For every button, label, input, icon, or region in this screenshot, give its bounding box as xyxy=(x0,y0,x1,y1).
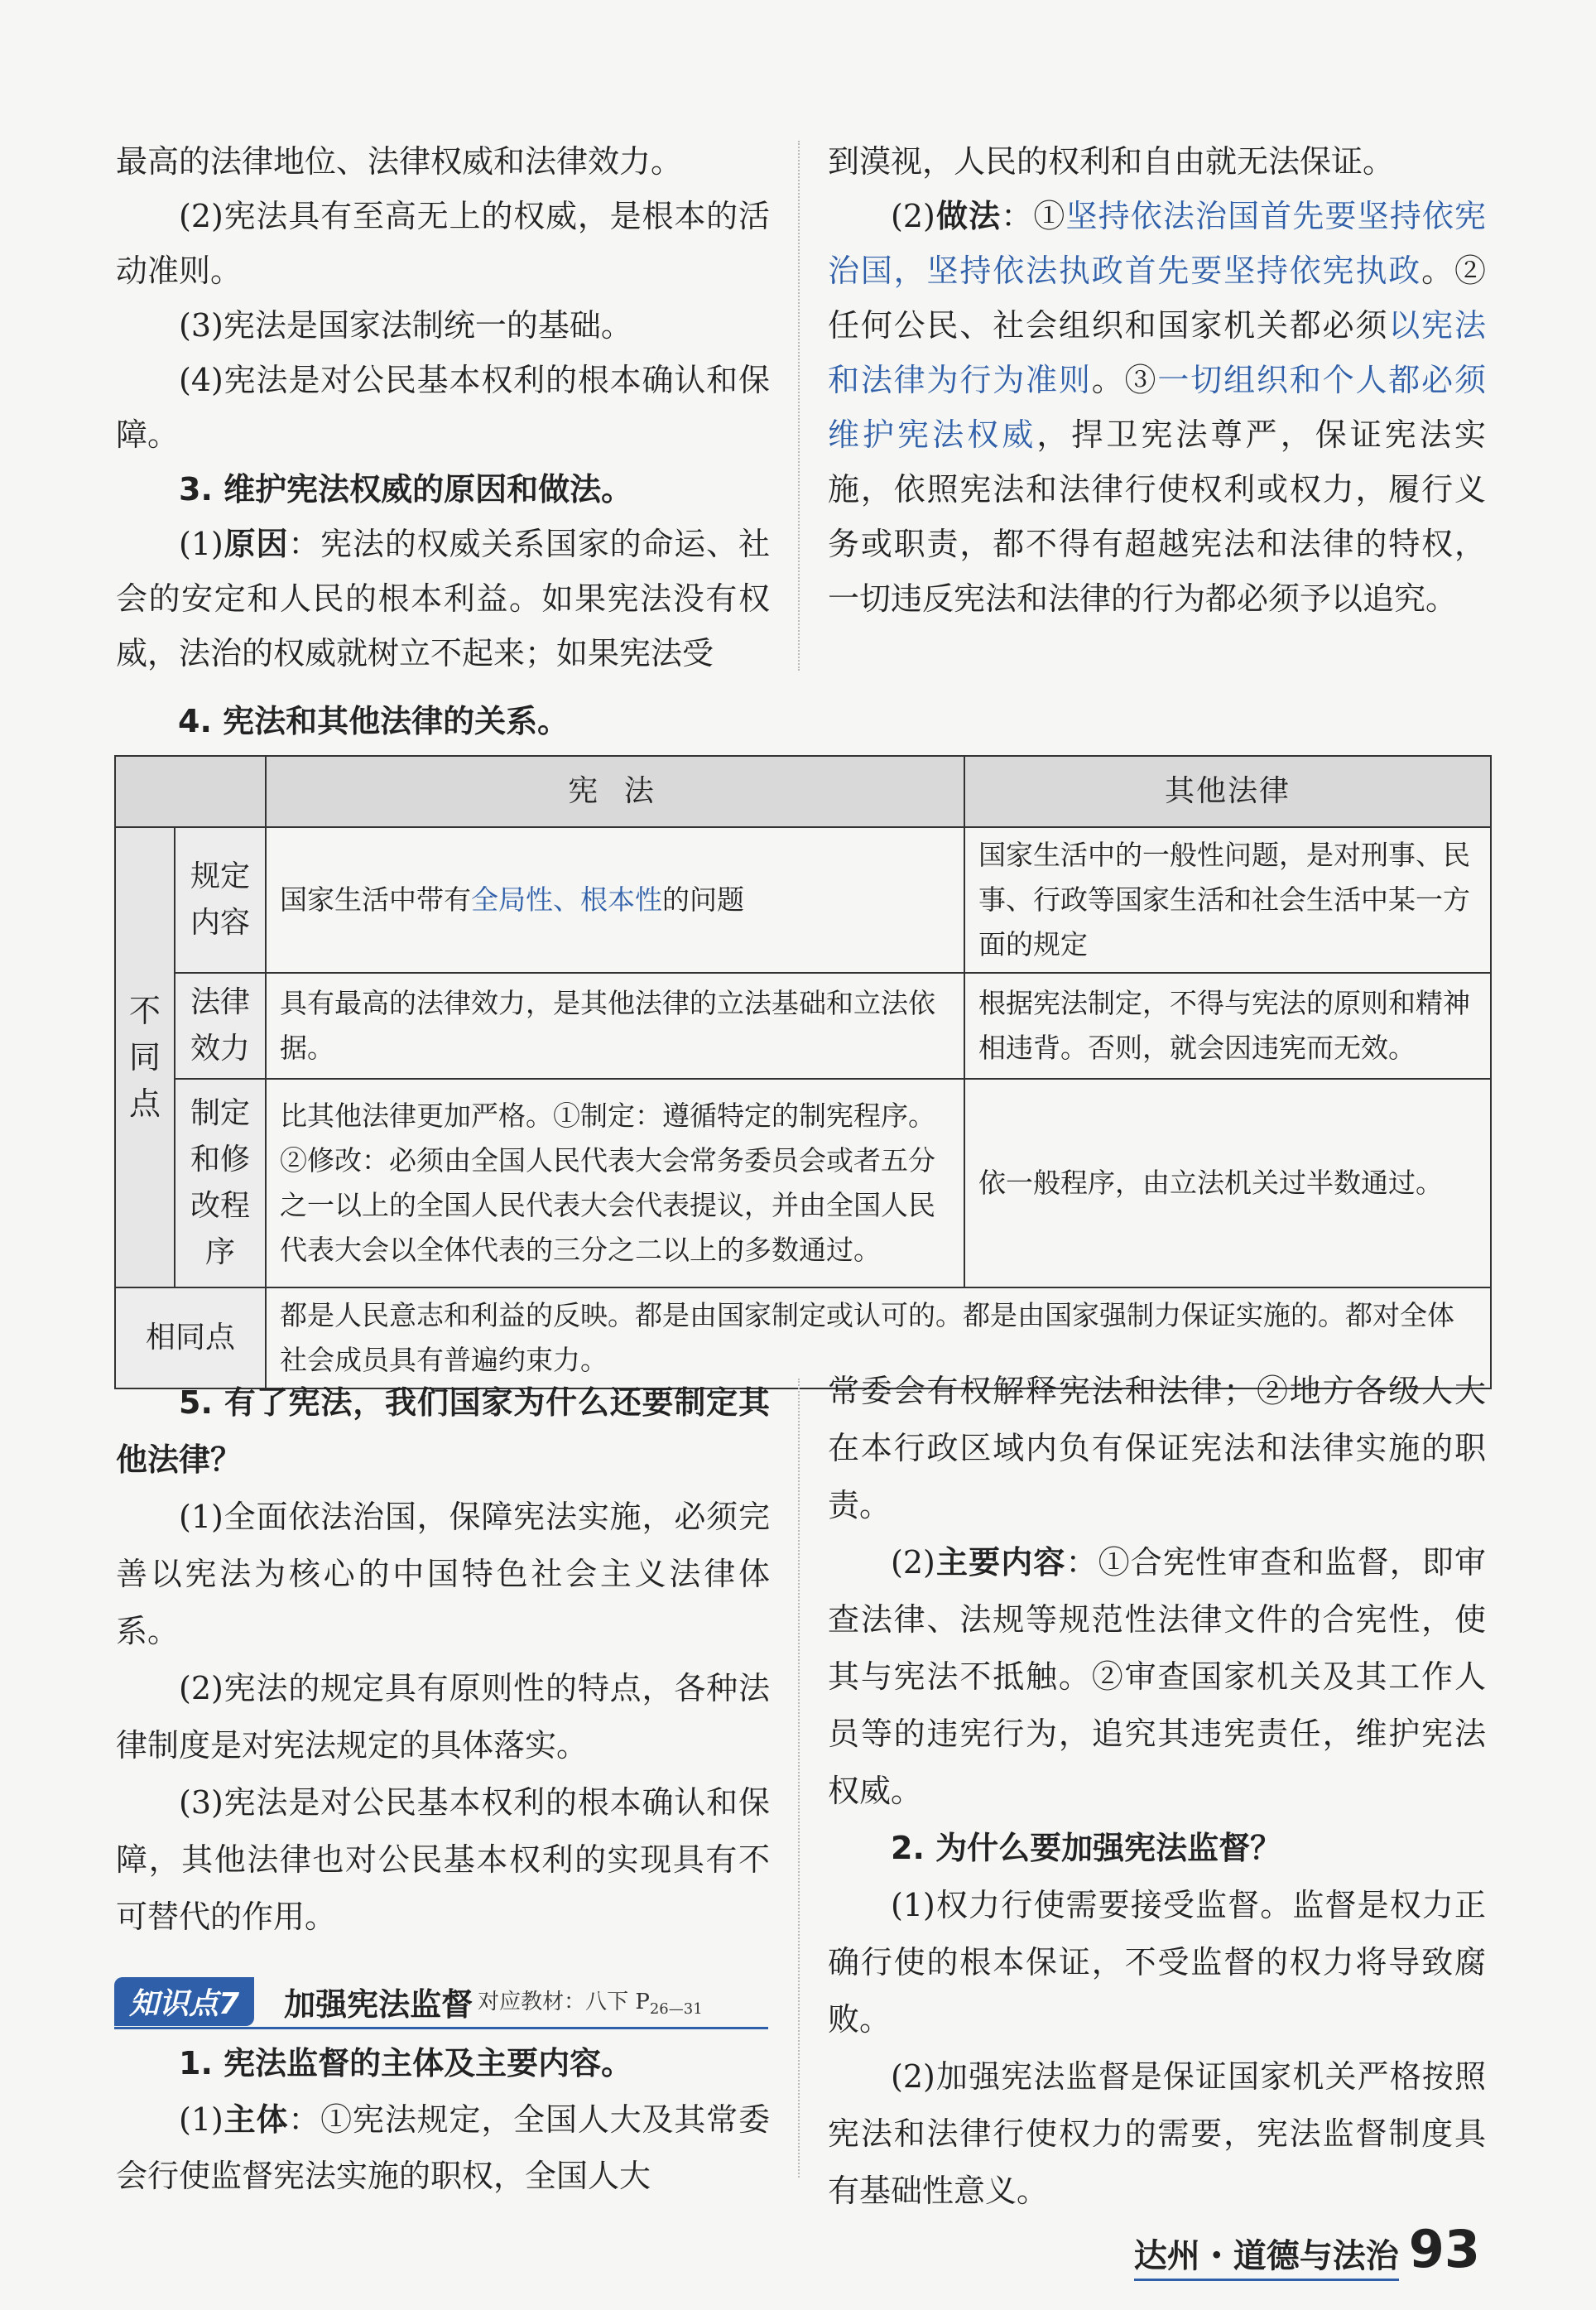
top-right-column xyxy=(828,134,1486,626)
table-row xyxy=(115,1079,1491,1287)
comparison-table xyxy=(114,755,1492,1389)
footer-title: 达州・道德与法治 xyxy=(1134,2230,1399,2281)
row-head-procedure xyxy=(175,1079,266,1287)
column-divider-top xyxy=(798,141,800,671)
method-text: 。②任何公民、社会组织和国家机关都必须 xyxy=(828,253,1486,344)
cell-constitution: 具有最高的法律效力，是其他法律的立法基础和立法依据。 xyxy=(266,973,964,1079)
content-label: 主要内容 xyxy=(935,1544,1066,1581)
bottom-left-column xyxy=(116,1374,770,1946)
row-head-content xyxy=(175,827,266,973)
section-heading-q4: 4. 宪法和其他法律的关系。 xyxy=(178,703,570,739)
cell-other-law: 根据宪法制定，不得与宪法的原则和精神相违背。否则，就会因违宪而无效。 xyxy=(964,973,1491,1079)
table-header-row xyxy=(115,756,1491,827)
highlight-text: 全局性、根本性 xyxy=(471,883,662,916)
page-footer xyxy=(1134,2219,1480,2281)
method-paragraph xyxy=(828,189,1486,626)
highlight-text: 一切组织和个人都必须维护宪法权威 xyxy=(828,362,1486,453)
top-left-column xyxy=(116,134,770,681)
content-prefix: (2) xyxy=(891,1544,935,1581)
subject-prefix: (1) xyxy=(179,2101,224,2138)
group-label-text: 不 同 点 xyxy=(128,993,161,1122)
reason-text: ：宪法的权威关系国家的命运、社会的安定和人民的根本利益。如果宪法没有权威，法治的权威就树立不起来；如果宪法受 xyxy=(116,526,770,671)
subject-paragraph xyxy=(116,2091,770,2204)
row-head-text: 规定 内容 xyxy=(190,859,250,940)
table-row xyxy=(115,827,1491,973)
highlight-text: 以宪法和法律为行为准则 xyxy=(828,307,1486,398)
paragraph: (1)权力行使需要接受监督。监督是权力正确行使的根本保证，不受监督的权力将导致腐败。 xyxy=(828,1887,1486,2038)
paragraph: (3)宪法是国家法制统一的基础。 xyxy=(179,307,632,344)
content-text: ：①合宪性审查和监督，即审查法律、法规等规范性法律文件的合宪性，使其与宪法不抵触。②审查国家机关及其工作人员等的违宪行为，追究其违宪责任，维护宪法权威。 xyxy=(828,1544,1486,1809)
method-text: ：① xyxy=(1001,198,1066,234)
paragraph: (3)宪法是对公民基本权利的根本确认和保障，其他法律也对公民基本权利的实现具有不可替代的作用。 xyxy=(116,1784,770,1935)
paragraph: 最高的法律地位、法律权威和法律效力。 xyxy=(116,143,683,180)
paragraph: 到漠视，人民的权利和自由就无法保证。 xyxy=(828,143,1395,180)
header-constitution: 宪 法 xyxy=(266,756,964,827)
row-head-text: 法律 效力 xyxy=(190,985,250,1066)
method-text: ，捍卫宪法尊严，保证宪法实施，依照宪法和法律行使权利或权力，履行义务或职责，都不得有超越宪法和法律的特权，一切违反宪法和法律的行为都必须予以追究。 xyxy=(828,416,1486,617)
row-head-text: 制定 和修 改程 序 xyxy=(190,1096,250,1269)
paragraph: (2)宪法具有至高无上的权威，是根本的活动准则。 xyxy=(116,198,770,289)
reason-paragraph: (1)原因：宪法的权威关系国家的命运、社会的安定和人民的根本利益。如果宪法没有权威，法治的权威就树立不起来；如果宪法受 xyxy=(116,526,770,671)
knowledge-point-banner xyxy=(114,1976,768,2029)
column-divider-bottom xyxy=(798,1379,800,2178)
reference-pages: 26—31 xyxy=(649,2000,703,2019)
paragraph: 常委会有权解释宪法和法律；②地方各级人大在本行政区域内负有保证宪法和法律实施的职责。 xyxy=(828,1373,1486,1523)
header-empty-cell xyxy=(115,756,266,827)
content-paragraph xyxy=(828,1534,1486,1820)
knowledge-point-title: 加强宪法监督 xyxy=(284,1985,474,2023)
kp-left-column xyxy=(116,2035,770,2204)
header-other-law: 其他法律 xyxy=(964,756,1491,827)
bottom-right-column xyxy=(828,1363,1486,2220)
kp-heading-q1: 1. 宪法监督的主体及主要内容。 xyxy=(179,2045,633,2081)
paragraph: (2)宪法的规定具有原则性的特点，各种法律制度是对宪法规定的具体落实。 xyxy=(116,1670,770,1764)
paragraph: (4)宪法是对公民基本权利的根本确认和保障。 xyxy=(116,362,770,453)
method-text: 。③ xyxy=(1091,362,1158,398)
cell-constitution xyxy=(266,827,964,973)
cell-other-law: 依一般程序，由立法机关过半数通过。 xyxy=(964,1079,1491,1287)
section-heading-q5: 5. 有了宪法，我们国家为什么还要制定其他法律？ xyxy=(116,1384,770,1478)
subject-text: ：①宪法规定，全国人大及其常委会行使监督宪法实施的职权，全国人大 xyxy=(116,2101,770,2194)
cell-other-law: 国家生活中的一般性问题，是对刑事、民事、行政等国家生活和社会生活中某一方面的规定 xyxy=(964,827,1491,973)
row-head-same: 相同点 xyxy=(115,1287,266,1388)
kp-heading-q2: 2. 为什么要加强宪法监督？ xyxy=(891,1830,1282,1866)
knowledge-point-badge: 知识点7 xyxy=(114,1977,254,2026)
cell-constitution: 比其他法律更加严格。①制定：遵循特定的制宪程序。②修改：必须由全国人民代表大会常务委员会或者五分之一以上的全国人民代表大会代表提议，并由全国人民代表大会以全体代表的三分之二以上的多数通过。 xyxy=(266,1079,964,1287)
method-label: 做法 xyxy=(935,198,1002,234)
section-heading-q3: 3. 维护宪法权威的原因和做法。 xyxy=(179,471,633,508)
method-prefix: (2) xyxy=(891,198,935,234)
textbook-reference xyxy=(478,1985,703,2018)
paragraph: (2)加强宪法监督是保证国家机关严格按照宪法和法律行使权力的需要，宪法监督制度具有基础性意义。 xyxy=(828,2058,1486,2209)
paragraph: (1)全面依法治国，保障宪法实施，必须完善以宪法为核心的中国特色社会主义法律体系。 xyxy=(116,1499,770,1649)
reference-text: 对应教材：八下 P xyxy=(478,1989,650,2014)
differences-group-label xyxy=(115,827,175,1287)
page-number: 93 xyxy=(1408,2219,1480,2279)
reason-label: 原因 xyxy=(223,526,289,562)
cell-text: 国家生活中带有 xyxy=(280,883,471,916)
row-head-effect xyxy=(175,973,266,1079)
highlight-text: 坚持依法治国首先要坚持依宪治国，坚持依法执政首先要坚持依宪执政 xyxy=(828,198,1486,289)
cell-same: 都是人民意志和利益的反映。都是由国家制定或认可的。都是由国家强制力保证实施的。都对全体社会成员具有普遍约束力。 xyxy=(266,1287,1491,1388)
cell-text: 的问题 xyxy=(662,883,744,916)
table-row xyxy=(115,973,1491,1079)
subject-label: 主体 xyxy=(223,2101,289,2138)
